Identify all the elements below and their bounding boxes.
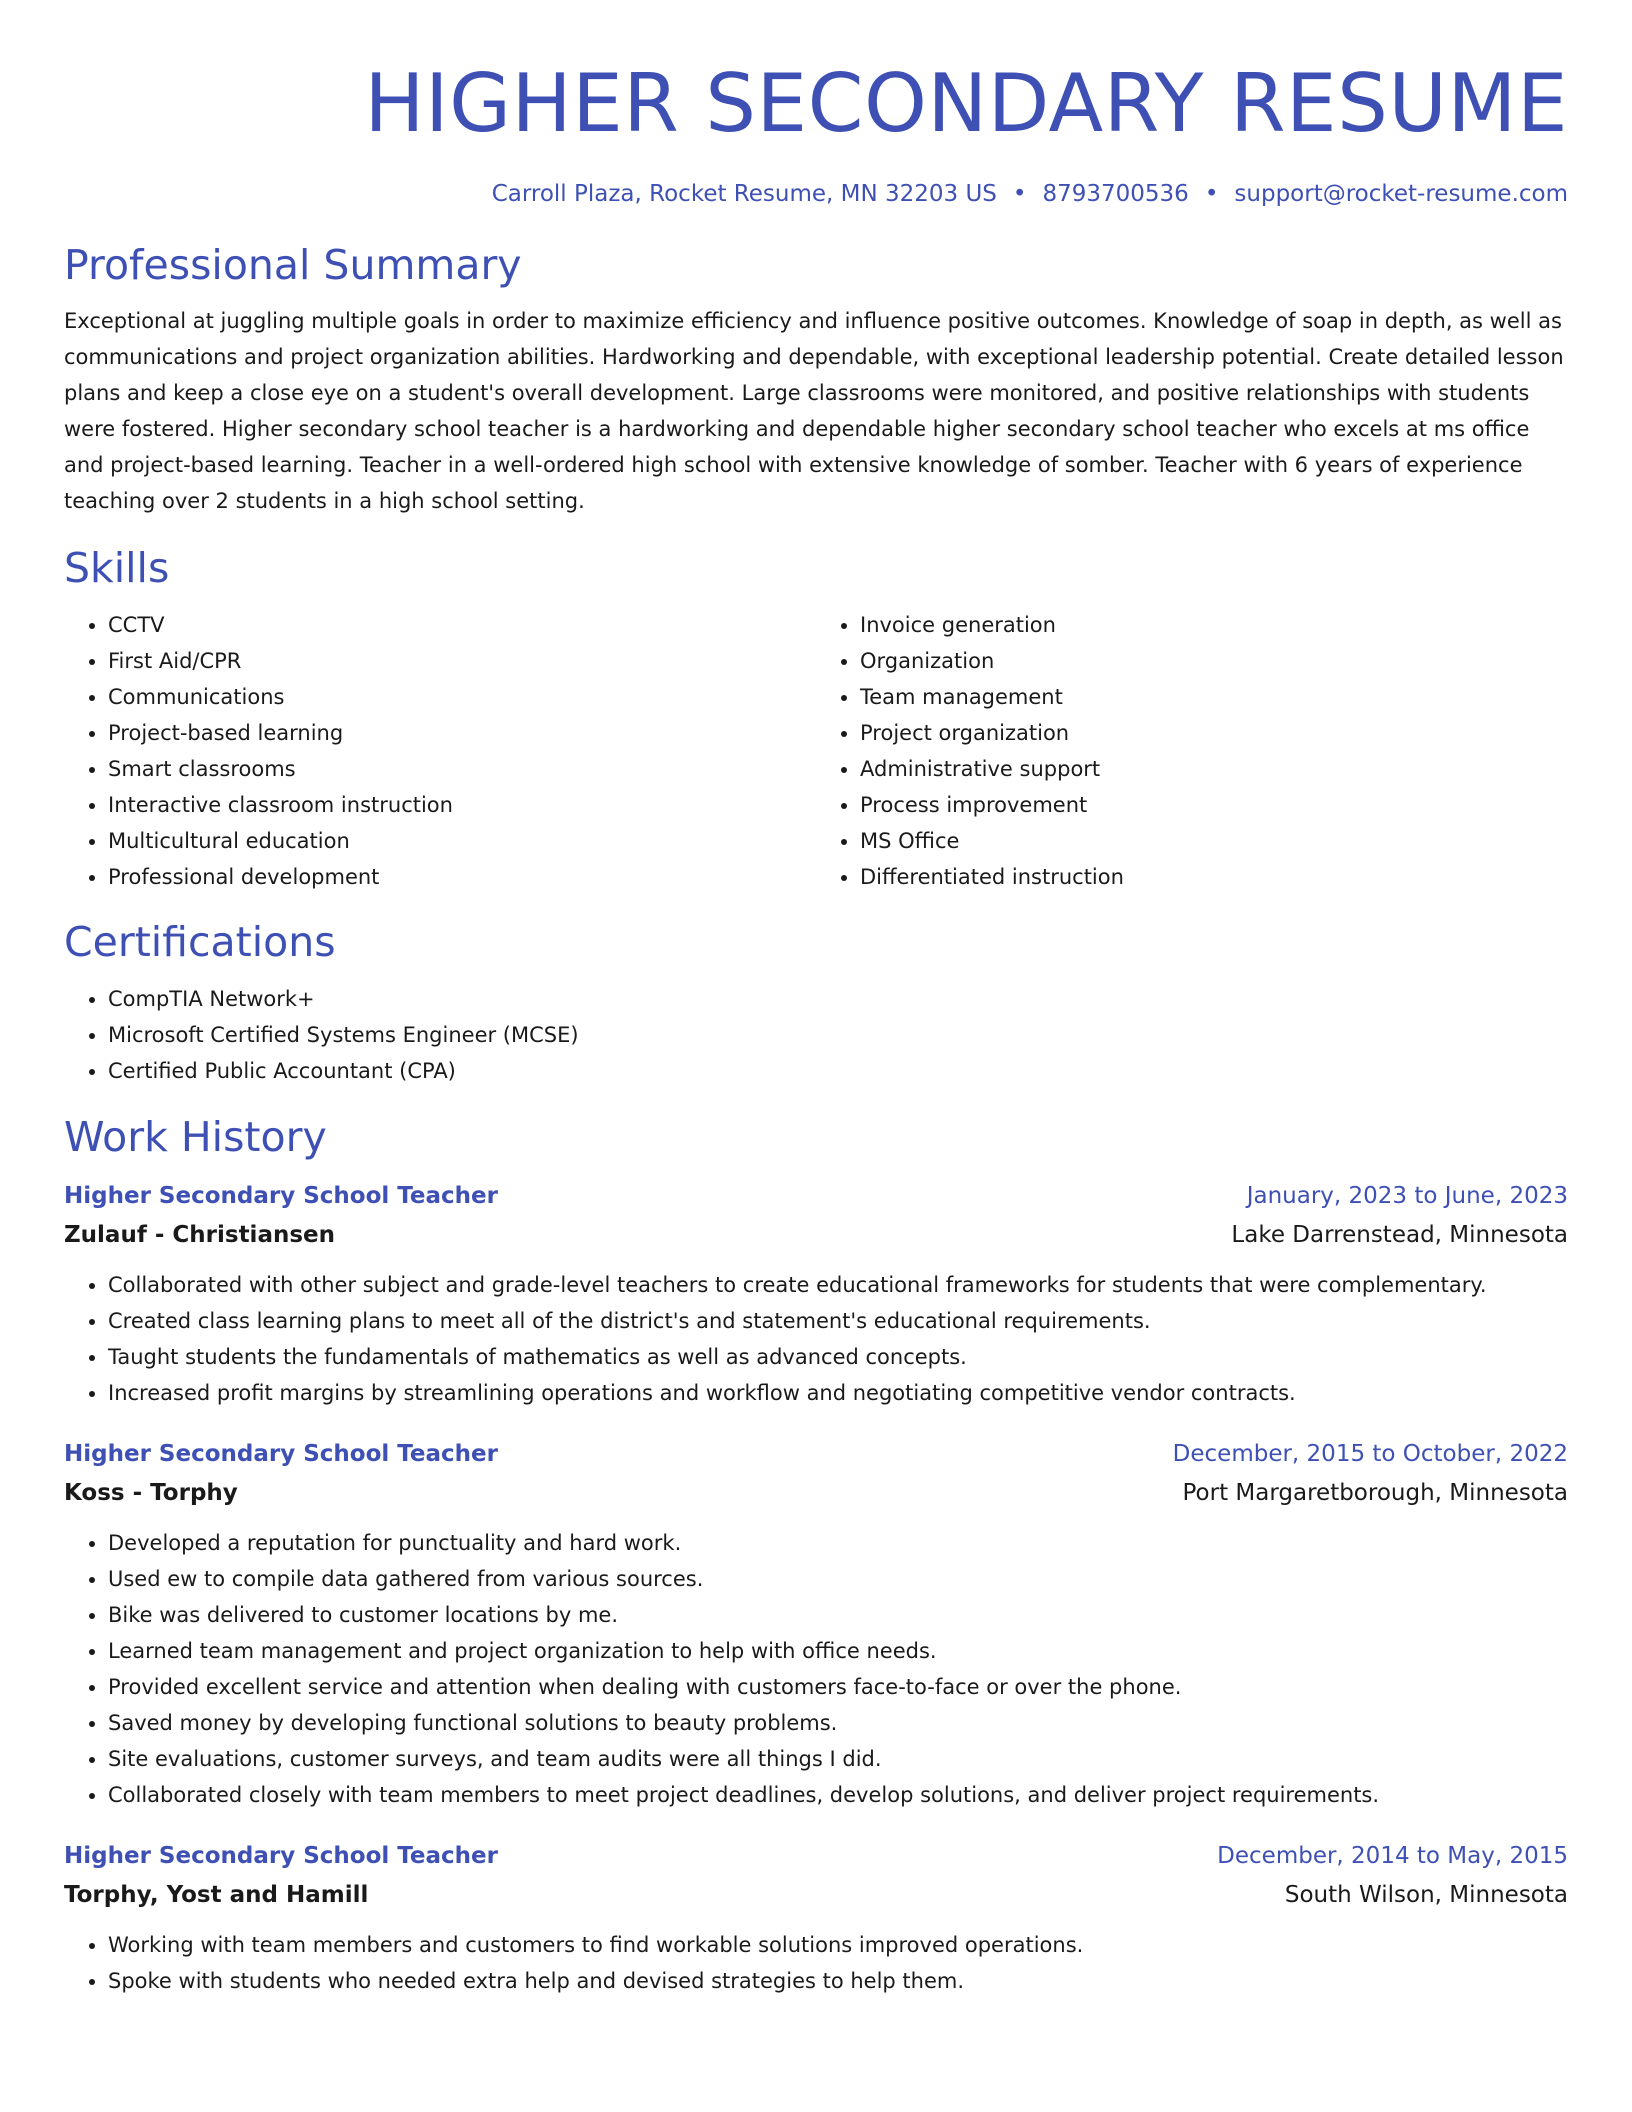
certification-list [64, 981, 1568, 1089]
job-bullet: • Taught students the fundamentals of mathematics as well as advanced concepts. [108, 1339, 1568, 1375]
job-company-row [64, 1215, 1568, 1255]
job-bullet-list [64, 1267, 1568, 1411]
contact-address: Carroll Plaza, Rocket Resume, MN 32203 US [491, 181, 997, 207]
skill-item: • Administrative support [860, 751, 1568, 787]
job-bullet: • Site evaluations, customer surveys, and team audits were all things I did. [108, 1741, 1568, 1777]
job-bullet: • Created class learning plans to meet all of the district's and statement's educational requirements. [108, 1303, 1568, 1339]
skill-item: • Differentiated instruction [860, 859, 1568, 895]
job-bullet: • Saved money by developing functional solutions to beauty problems. [108, 1705, 1568, 1741]
skills-column-right [816, 607, 1568, 895]
job-header-row [64, 1177, 1568, 1215]
job-bullet: • Learned team management and project organization to help with office needs. [108, 1633, 1568, 1669]
job-bullet: • Provided excellent service and attention when dealing with customers face-to-face or over the phone. [108, 1669, 1568, 1705]
job-company-row [64, 1473, 1568, 1513]
job-location: Port Margaretborough, Minnesota [1182, 1480, 1568, 1506]
job-bullet: • Working with team members and customers to find workable solutions improved operations. [108, 1927, 1568, 1963]
job-bullet: • Collaborated closely with team members to meet project deadlines, develop solutions, and deliver project requirements. [108, 1777, 1568, 1813]
summary-text: Exceptional at juggling multiple goals in order to maximize efficiency and influence positive outcomes. Knowledge of soap in depth, as well as communications and project organization abilities. Hardworking and dependable, with exceptional leadership potential. Create detailed lesson plans and keep a close eye on a student's overall development. Large classrooms were monitored, and positive relationships with students were fostered. Higher secondary school teacher is a hardworking and dependable higher secondary school teacher who excels at ms office and project-based learning. Teacher in a well-ordered high school with extensive knowledge of somber. Teacher with 6 years of experience teaching over 2 students in a high school setting. [64, 309, 1564, 513]
skill-item: • Team management [860, 679, 1568, 715]
job-bullet: • Collaborated with other subject and grade-level teachers to create educational frameworks for students that were complementary. [108, 1267, 1568, 1303]
job-entry [64, 1435, 1568, 1813]
job-bullet: • Bike was delivered to customer locations by me. [108, 1597, 1568, 1633]
job-bullet: • Developed a reputation for punctuality and hard work. [108, 1525, 1568, 1561]
resume-page [64, 0, 1568, 1999]
certification-item: • Certified Public Accountant (CPA) [108, 1053, 1568, 1089]
job-bullet-list [64, 1927, 1568, 1999]
job-header-row [64, 1435, 1568, 1473]
contact-phone: 8793700536 [1042, 181, 1189, 207]
job-dates: December, 2015 to October, 2022 [1172, 1441, 1568, 1467]
job-title: Higher Secondary School Teacher [64, 1441, 498, 1467]
job-entry [64, 1177, 1568, 1411]
job-dates: January, 2023 to June, 2023 [1246, 1183, 1568, 1209]
skill-item: • CCTV [108, 607, 816, 643]
contact-separator: • [1012, 181, 1027, 207]
skill-item: • Smart classrooms [108, 751, 816, 787]
resume-name: HIGHER SECONDARY RESUME [364, 57, 1568, 150]
skill-item: • Multicultural education [108, 823, 816, 859]
certification-item: • Microsoft Certified Systems Engineer (MCSE) [108, 1017, 1568, 1053]
section-title-summary: Professional Summary [64, 241, 522, 289]
skills-column-left [64, 607, 816, 895]
job-company: Zulauf - Christiansen [64, 1222, 336, 1248]
section-title-skills: Skills [64, 544, 170, 592]
skill-item: • Process improvement [860, 787, 1568, 823]
skill-item: • Communications [108, 679, 816, 715]
job-company: Koss - Torphy [64, 1480, 238, 1506]
skills-grid [64, 607, 1568, 895]
skill-item: • MS Office [860, 823, 1568, 859]
certification-item: • CompTIA Network+ [108, 981, 1568, 1017]
job-location: South Wilson, Minnesota [1284, 1882, 1568, 1908]
job-bullet-list [64, 1525, 1568, 1813]
job-header-row [64, 1837, 1568, 1875]
job-bullet: • Used ew to compile data gathered from various sources. [108, 1561, 1568, 1597]
skill-item: • Project-based learning [108, 715, 816, 751]
skill-item: • Professional development [108, 859, 816, 895]
skill-item: • Interactive classroom instruction [108, 787, 816, 823]
skill-item: • Organization [860, 643, 1568, 679]
job-title: Higher Secondary School Teacher [64, 1183, 498, 1209]
job-bullet: • Spoke with students who needed extra help and devised strategies to help them. [108, 1963, 1568, 1999]
job-company: Torphy, Yost and Hamill [64, 1882, 369, 1908]
job-bullet: • Increased profit margins by streamlining operations and workflow and negotiating competitive vendor contracts. [108, 1375, 1568, 1411]
section-title-certifications: Certifications [64, 918, 336, 966]
section-title-work-history: Work History [64, 1113, 327, 1161]
contact-email: support@rocket-resume.com [1234, 181, 1568, 207]
job-title: Higher Secondary School Teacher [64, 1843, 498, 1869]
skill-item: • Invoice generation [860, 607, 1568, 643]
job-dates: December, 2014 to May, 2015 [1217, 1843, 1568, 1869]
skill-item: • Project organization [860, 715, 1568, 751]
contact-line [64, 178, 1568, 210]
contact-separator: • [1204, 181, 1219, 207]
skill-item: • First Aid/CPR [108, 643, 816, 679]
job-location: Lake Darrenstead, Minnesota [1231, 1222, 1568, 1248]
job-entry [64, 1837, 1568, 1999]
job-company-row [64, 1875, 1568, 1915]
